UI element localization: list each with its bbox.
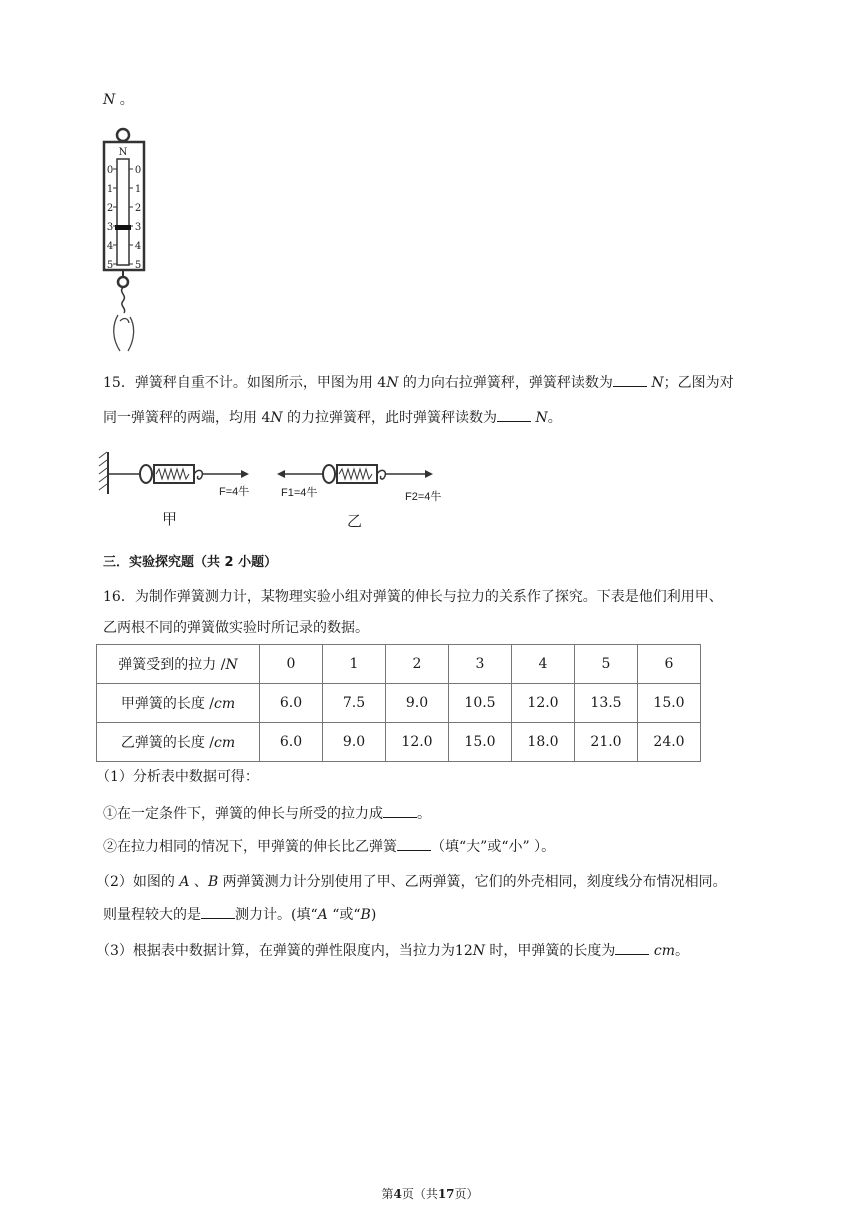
q15-line1: 15．弹簧秤自重不计。如图所示，甲图为用 4N 的力向右拉弹簧秤，弹簧秤读数为 N；乙图为对: [103, 372, 800, 393]
figure-jia: [96, 446, 266, 532]
scale-tick-label: 3: [134, 222, 142, 233]
table-row: [97, 723, 701, 762]
table-row: [97, 645, 701, 684]
scale-tick-label: 2: [134, 203, 142, 214]
unit-n: N: [103, 92, 116, 108]
section-title: 三．实验探究题（共 2 小题）: [103, 555, 278, 570]
table-cell: 2: [386, 645, 449, 684]
scale-tick-label: 0: [134, 165, 142, 176]
table-cell: 12.0: [386, 723, 449, 762]
scale-tick-label: 3: [106, 222, 114, 233]
table-cell: 18.0: [512, 723, 575, 762]
top-fragment: N 。: [103, 92, 134, 108]
table-cell: 4: [512, 645, 575, 684]
q16-part3: （3）根据表中数据计算，在弹簧的弹性限度内，当拉力为12N 时，甲弹簧的长度为 cm。: [96, 940, 800, 961]
scale-tick-label: 5: [134, 260, 142, 271]
q16-part1: （1）分析表中数据可得：: [96, 769, 259, 785]
figure-yi: [275, 446, 465, 532]
q16-line1: 16．为制作弹簧测力计，某物理实验小组对弹簧的伸长与拉力的关系作了探究。下表是他们利用甲、: [103, 589, 723, 605]
row-header: 弹簧受到的拉力 /N: [97, 645, 260, 684]
total-pages: 17: [437, 1187, 455, 1201]
answer-blank[interactable]: [615, 940, 649, 955]
table-cell: 6.0: [260, 684, 323, 723]
scale-tick-label: 1: [134, 184, 142, 195]
page-footer: 第4页（共17页）: [381, 1187, 479, 1201]
answer-blank[interactable]: [383, 803, 417, 818]
q16-part1b: ②在拉力相同的情况下，甲弹簧的伸长比乙弹簧 （填“大”或“小” ）。: [103, 836, 800, 857]
table-cell: 10.5: [449, 684, 512, 723]
q16-part2-line1: （2）如图的 A 、B 两弹簧测力计分别使用了甲、乙两弹簧，它们的外壳相同，刻度线分布情况相同。: [96, 874, 727, 890]
row-header: 乙弹簧的长度 /cm: [97, 723, 260, 762]
scale-tick-label: 0: [106, 165, 114, 176]
table-cell: 24.0: [638, 723, 701, 762]
q16-line2: 乙两根不同的弹簧做实验时所记录的数据。: [103, 620, 369, 636]
table-cell: 12.0: [512, 684, 575, 723]
force-label-f1: F1=4牛: [281, 487, 318, 499]
table-cell: 3: [449, 645, 512, 684]
spring-scale-figure: [98, 125, 158, 357]
table-cell: 9.0: [386, 684, 449, 723]
data-table: [96, 644, 701, 762]
answer-blank[interactable]: [613, 372, 647, 387]
caption-yi: 乙: [347, 513, 363, 530]
caption-jia: 甲: [162, 511, 178, 528]
scale-tick-label: 4: [106, 241, 114, 252]
table-cell: 15.0: [449, 723, 512, 762]
table-cell: 1: [323, 645, 386, 684]
row-header: 甲弹簧的长度 /cm: [97, 684, 260, 723]
table-cell: 6: [638, 645, 701, 684]
scale-top-letter: N: [118, 147, 128, 158]
answer-blank[interactable]: [397, 836, 431, 851]
table-cell: 6.0: [260, 723, 323, 762]
scale-tick-label: 5: [106, 260, 114, 271]
table-cell: 21.0: [575, 723, 638, 762]
table-cell: 0: [260, 645, 323, 684]
q16-part1a: ①在一定条件下，弹簧的伸长与所受的拉力成 。: [103, 803, 800, 824]
scale-tick-label: 4: [134, 241, 142, 252]
answer-blank[interactable]: [201, 904, 235, 919]
answer-blank[interactable]: [497, 407, 531, 422]
table-cell: 7.5: [323, 684, 386, 723]
table-cell: 15.0: [638, 684, 701, 723]
table-cell: 13.5: [575, 684, 638, 723]
scale-tick-label: 2: [106, 203, 114, 214]
table-cell: 9.0: [323, 723, 386, 762]
table-row: [97, 684, 701, 723]
scale-tick-label: 1: [106, 184, 114, 195]
table-cell: 5: [575, 645, 638, 684]
force-label-f2: F2=4牛: [405, 491, 442, 503]
q16-part2-line2: 则量程较大的是 测力计。(填“A “或“B): [103, 904, 800, 925]
q15-line2: 同一弹簧秤的两端，均用 4N 的力拉弹簧秤，此时弹簧秤读数为 N。: [103, 407, 800, 428]
force-label-f: F=4牛: [219, 486, 250, 498]
page-number: 4: [393, 1187, 402, 1201]
